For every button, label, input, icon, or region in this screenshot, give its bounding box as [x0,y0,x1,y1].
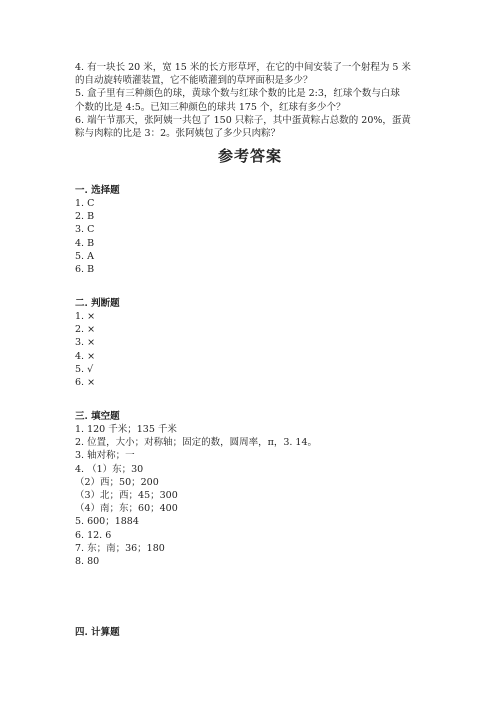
problem-4-line-1: 4. 有一块长 20 米，宽 15 米的长方形草坪，在它的中间安装了一个射程为 5 米 [75,62,411,73]
choice-answer-6: 6. B [75,264,95,276]
problem-list [75,61,425,140]
choice-answer-4: 4. B [75,237,95,249]
problem-4-line-2: 的自动旋转喷灌装置，它不能喷灌到的草坪面积是多少？ [75,75,313,87]
fill-answer-list-a [75,423,425,476]
fill-answer-3: 3. 轴对称；一 [75,450,135,462]
fill-answer-7: 7. 东；南；36；180 [75,542,165,554]
section-choice-title: 一. 选择题 [75,185,120,196]
judge-answer-4: 4. × [75,350,96,362]
judge-answer-2: 2. × [75,324,96,336]
section-judge [75,297,425,389]
judge-answer-6: 6. × [75,377,96,389]
choice-answer-5: 5. A [75,250,94,262]
problem-6-line-2: 粽与肉粽的比是 3：2。张阿姨包了多少只肉粽？ [75,128,281,140]
fill-answer-4-3: （3）北；西；45；300 [75,490,178,502]
fill-answer-list-b [75,476,425,489]
judge-answer-1: 1. × [75,311,96,322]
fill-answer-5: 5. 600；1884 [75,516,139,528]
fill-answer-4-2: （2）西；50；200 [75,476,159,488]
judge-answer-5: 5. √ [75,363,94,375]
section-calc [75,626,425,639]
section-fill [75,410,425,568]
fill-answer-1: 1. 120 千米；135 千米 [75,424,177,435]
section-calc-title: 四. 计算题 [75,627,120,638]
answer-key-title: 参考答案 [217,147,282,165]
fill-answer-6: 6. 12. 6 [75,529,112,541]
section-judge-title: 二. 判断题 [75,298,120,309]
choice-answer-2: 2. B [75,211,95,223]
fill-answer-8: 8. 80 [75,556,100,568]
section-fill-title: 三. 填空题 [75,411,120,422]
fill-answer-4-1: 4. （1）东；30 [75,463,144,475]
problem-6-line-1: 6. 端午节那天，张阿姨一共包了 150 只粽子，其中蛋黄粽占总数的 20%，蛋黄 [75,114,411,126]
section-choice [75,184,425,276]
problem-5-line-1: 5. 盒子里有三种颜色的球，黄球个数与红球个数的比是 2:3，红球个数与白球 [75,88,400,100]
fill-answer-list-c [75,489,425,502]
judge-answer-3: 3. × [75,337,96,349]
choice-answer-1: 1. C [75,198,95,209]
choice-answer-3: 3. C [75,224,95,236]
fill-answer-list-d [75,502,425,568]
choice-answer-list [75,197,425,276]
problem-5-line-2: 个数的比是 4:5。已知三种颜色的球共 175 个，红球有多少个？ [75,101,346,113]
fill-answer-4-4: （4）南；东；60；400 [75,503,178,515]
fill-answer-2: 2. 位置，大小；对称轴；固定的数，圆周率，π，3. 14。 [75,437,318,449]
judge-answer-list [75,310,425,389]
